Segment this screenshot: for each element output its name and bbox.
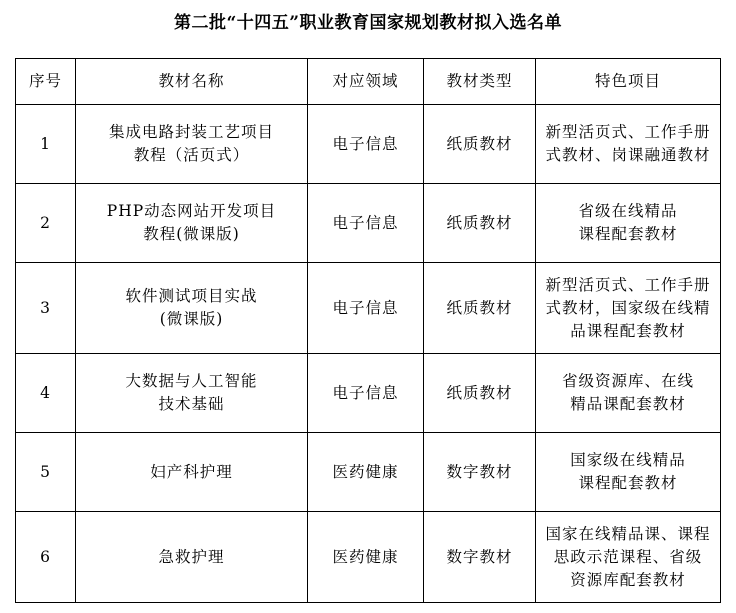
cell-field: 电子信息 xyxy=(308,105,424,184)
cell-type: 纸质教材 xyxy=(424,354,536,433)
cell-no: 4 xyxy=(16,354,76,433)
table-header-row xyxy=(16,59,721,105)
table-row xyxy=(16,433,721,512)
page-title: 第二批“十四五”职业教育国家规划教材拟入选名单 xyxy=(173,13,563,33)
cell-name: PHP动态网站开发项目 教程(微课版) xyxy=(76,184,308,263)
table-row xyxy=(16,354,721,433)
cell-no: 3 xyxy=(16,263,76,354)
cell-field: 电子信息 xyxy=(308,263,424,354)
cell-field: 电子信息 xyxy=(308,184,424,263)
header-no: 序号 xyxy=(16,59,76,105)
textbook-table xyxy=(15,58,721,603)
cell-field: 医药健康 xyxy=(308,433,424,512)
cell-field: 电子信息 xyxy=(308,354,424,433)
cell-feature: 新型活页式、工作手册 式教材、岗课融通教材 xyxy=(536,105,721,184)
cell-no: 6 xyxy=(16,512,76,603)
header-field: 对应领域 xyxy=(308,59,424,105)
table-row xyxy=(16,184,721,263)
table-row xyxy=(16,512,721,603)
header-name: 教材名称 xyxy=(76,59,308,105)
cell-no: 1 xyxy=(16,105,76,184)
cell-feature: 国家级在线精品 课程配套教材 xyxy=(536,433,721,512)
header-type: 教材类型 xyxy=(424,59,536,105)
table-row xyxy=(16,263,721,354)
table-row xyxy=(16,105,721,184)
header-feature: 特色项目 xyxy=(536,59,721,105)
cell-name: 软件测试项目实战 (微课版) xyxy=(76,263,308,354)
cell-no: 5 xyxy=(16,433,76,512)
cell-type: 纸质教材 xyxy=(424,184,536,263)
cell-feature: 省级在线精品 课程配套教材 xyxy=(536,184,721,263)
cell-name: 妇产科护理 xyxy=(76,433,308,512)
cell-no: 2 xyxy=(16,184,76,263)
cell-field: 医药健康 xyxy=(308,512,424,603)
cell-name: 大数据与人工智能 技术基础 xyxy=(76,354,308,433)
cell-name: 急救护理 xyxy=(76,512,308,603)
cell-type: 纸质教材 xyxy=(424,263,536,354)
cell-feature: 省级资源库、在线 精品课配套教材 xyxy=(536,354,721,433)
cell-name: 集成电路封装工艺项目 教程（活页式） xyxy=(76,105,308,184)
cell-type: 数字教材 xyxy=(424,433,536,512)
cell-feature: 新型活页式、工作手册 式教材，国家级在线精 品课程配套教材 xyxy=(536,263,721,354)
cell-type: 数字教材 xyxy=(424,512,536,603)
cell-type: 纸质教材 xyxy=(424,105,536,184)
cell-feature: 国家在线精品课、课程 思政示范课程、省级 资源库配套教材 xyxy=(536,512,721,603)
